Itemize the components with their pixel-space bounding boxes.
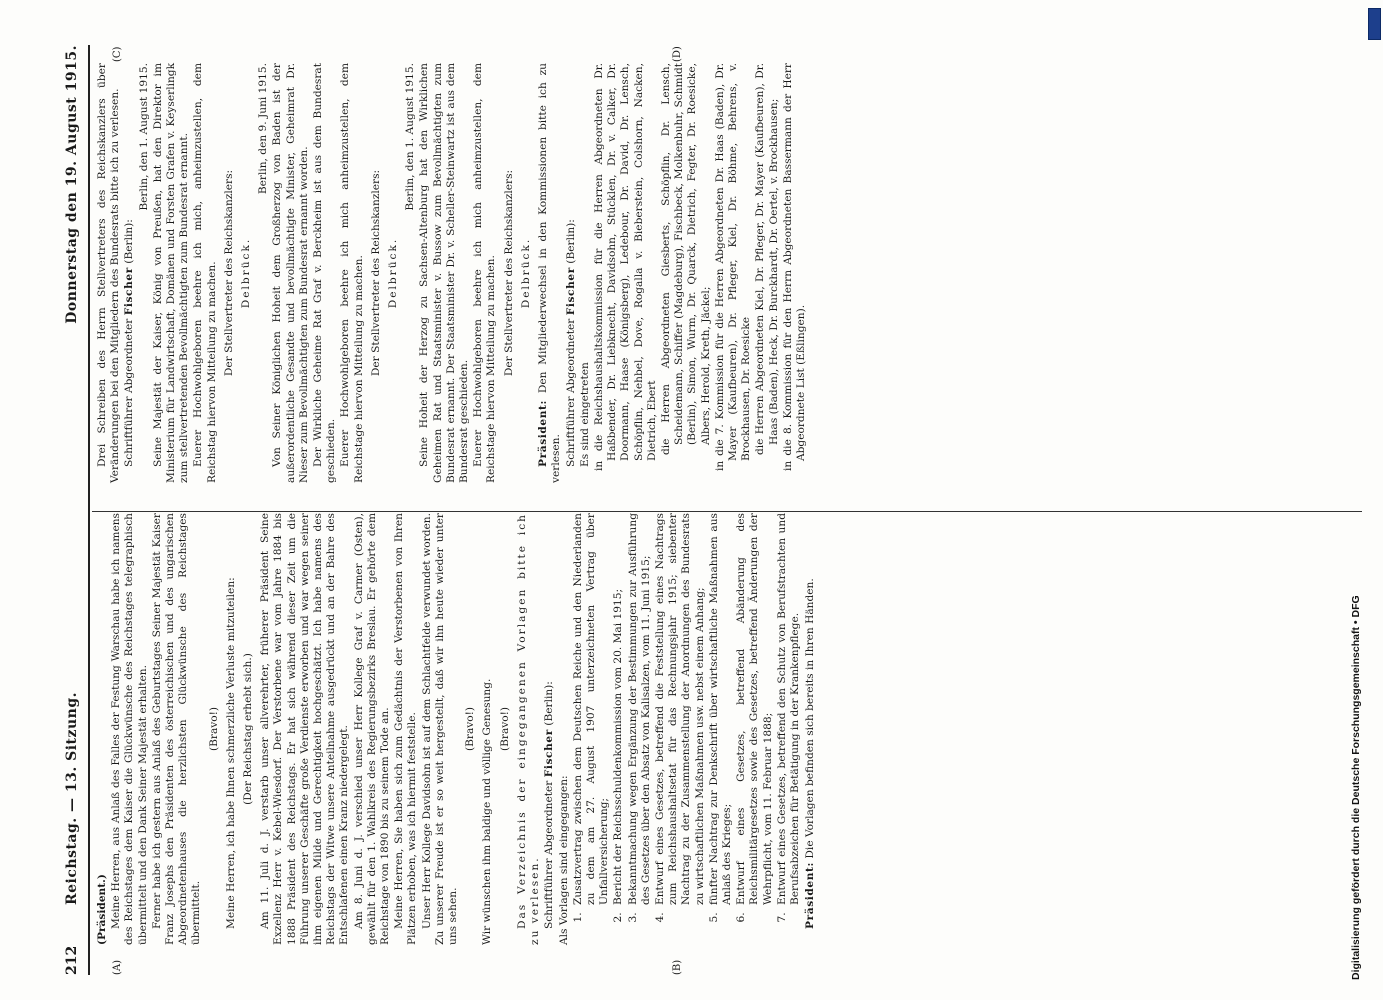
speaker-name: Präsident: [804, 861, 817, 929]
list-item: 4. Entwurf eines Gesetzes, betreffend die Feststellung eines Nachtrags zum Reichshaushaltsetat für das Rechnungsjahr 1915; siebenter Nachtrag zu der Zusammenstellung der Anordnungen des Bundesrats zu wirtschaftlichen Maßnahmen usw. nebst einem Anhang; [654, 513, 707, 909]
submissions-list [572, 513, 802, 945]
paragraph: Am 11. Juli d. J. verstarb unser allverehrter, früherer Präsident Seine Exzellenz Herr v. Kebel-Wiesdorf. Der Verstorbene war vom Jahre 1884 bis 1888 Präsident des Reichstags. Er hat sich während dieser Zeit um die Führung unserer Geschäfte große Verdienste erworben und war wegen seiner ihm eigenen Milde und Gerechtigkeit hochgeschätzt. Ich habe namens des Reichstags der Witwe unsere Anteilnahme ausgedrückt und an der Bahre des Entschlafenen einen Kranz niedergelegt. [259, 513, 351, 945]
right-column [96, 63, 809, 483]
interjection: (Bravo!) [207, 706, 220, 752]
paragraph: Meine Herren, Sie haben sich zum Gedächtnis der Verstorbenen von Ihren Plätzen erhoben, was ich hiermit feststelle. [393, 513, 419, 945]
speaker-role: Schriftführer Abgeordneter [564, 318, 577, 467]
speaker-place: (Berlin): [123, 219, 136, 264]
list-item: 1. Zusatzvertrag zwischen dem Deutschen Reiche und den Niederlanden zu dem am 27. August 1907 unterzeichneten Vertrag über Unfallversicherung; [572, 513, 612, 909]
commission-change: in die 7. Kommission für die Herren Abgeordneten Dr. Haas (Baden), Dr. Mayer (Kaufbeuren), Dr. Pfleger, Kiel, Dr. Böhme, Behrens, v. Brockhausen, Dr. Roesicke [713, 63, 753, 471]
digitization-note [1350, 20, 1370, 980]
page-number: 212 [64, 945, 80, 975]
signature-name: Delbrück. [519, 237, 532, 309]
left-column [96, 513, 818, 945]
commission-change: die Herren Abgeordneten Giesberts, Schöpflin, Dr. Lensch, Scheidemann, Schiffer (Magdeburg), Fischbeck, Molkenbuhr, Schmidt (Berlin), Simon, Wurm, Dr. Quarck, Dietrich, Fegter, Dr. Roesicke, Albers, Herold, Kreth, Jäckel; [659, 63, 712, 455]
paragraph: Drei Schreiben des Herrn Stellvertreters des Reichskanzlers über Veränderungen bei den Mitgliedern des Bundesrats bitte ich zu verlesen. [96, 63, 122, 483]
commission-change: in die 8. Kommission für den Herrn Abgeordneten Bassermann der Herr Abgeordnete List (Eßlingen). [781, 63, 807, 471]
paragraph: Von Seiner Königlichen Hoheit dem Großherzog von Baden ist der außerordentliche Gesandte und bevollmächtigte Minister, Geheimrat Dr. Nieser zum Bevollmächtigten zum Bundesrat ernannt worden. [271, 63, 310, 483]
interjection: (Bravo!) [464, 706, 477, 752]
signature-title: Der Stellvertreter des Reichskanzlers: [502, 169, 515, 377]
paragraph: Seine Majestät der Kaiser, König von Preußen, hat den Direktor im Ministerium für Landwirtschaft, Domänen und Forsten Grafen v. Keyserlingk zum stellvertretenden Bevollmächtigten zum Bundesrat ernannt. [151, 63, 191, 483]
speaker-role: Schriftführer Abgeordneter [123, 318, 136, 467]
margin-marker-c: (C) [112, 46, 123, 62]
speaker-line [804, 513, 817, 945]
page-header [60, 45, 86, 975]
paragraph: Wir wünschen ihm baldige und völlige Genesung. [481, 678, 494, 945]
speaker-text: Den Mitgliederwechsel in den Kommissionen bitte ich zu verlesen. [537, 63, 563, 483]
header-right-title: Donnerstag den 19. August 1915. [64, 45, 80, 324]
speaker-line [123, 63, 136, 483]
speaker-place: (Berlin): [564, 219, 577, 264]
paragraph: Der Wirkliche Geheime Rat Graf v. Berckheim ist aus dem Bundesrat geschieden. [312, 63, 338, 483]
paragraph: Als Vorlagen sind eingegangen: [557, 775, 570, 945]
column-divider [92, 511, 1362, 512]
speaker-text: Die Vorlagen befinden sich bereits in Ihren Händen. [804, 578, 817, 859]
paragraph: Euerer Hochwohlgeboren beehre ich mich anheimzustellen, dem Reichstage hiervon Mitteilung zu machen. [472, 63, 498, 483]
paragraph: Am 8. Juni d. J. verschied unser Herr Kollege Graf v. Carmer (Osten), gewählt für den 1. Wahlkreis des Regierungsbezirks Breslau. Er gehörte dem Reichstage von 1890 bis zu seinem Tode an. [352, 513, 392, 945]
speaker-place: (Berlin): [543, 681, 556, 726]
letter-date: Berlin, den 1. August 1915. [404, 63, 417, 211]
speaker-line [565, 63, 578, 483]
signature-name: Delbrück. [387, 237, 400, 309]
commission-change: die Herren Abgeordneten Kiel, Dr. Pfleger, Dr. Mayer (Kaufbeuren), Dr. Haas (Baden), Heck, Dr. Burckhardt, Dr. Oertel, v. Brockhausen; [754, 63, 780, 455]
paragraph: Ferner habe ich gestern aus Anlaß des Geburtstages Seiner Majestät Kaiser Franz Josephs den Präsidenten des österreichischen und des ungarischen Abgeordnetenhauses die herzlichsten Glückwünsche des Reichstages übermittelt. [150, 513, 203, 945]
paragraph: Euerer Hochwohlgeboren beehre ich mich anheimzustellen, dem Reichstage hiervon Mitteilung zu machen. [339, 63, 365, 483]
paragraph: Unser Herr Kollege Davidsohn ist auf dem Schlachtfelde verwundet worden. Zu unserer Freude ist er so weit hergestellt, daß wir ihn heute wieder unter uns sehen. [420, 513, 460, 945]
speaker-name: Fischer [543, 729, 556, 778]
margin-marker-b: (B) [672, 959, 683, 975]
signature-title: Der Stellvertreter des Reichskanzlers: [222, 169, 235, 377]
interjection: (Bravo!) [498, 706, 511, 752]
margin-marker-a: (A) [112, 959, 123, 975]
document-page [60, 45, 1370, 975]
letter-date: Berlin, den 9. Juni 1915. [257, 63, 270, 195]
commission-change: in die Reichshaushaltskommission für die Herren Abgeordneten Dr. Haßbender, Dr. Liebknecht, Davidsohn, Stücklen, Dr. v. Calker, Dr. Doormann, Haase (Königsberg), Ledebour, Dr. David, Dr. Lensch, Schöpflin, Nehbel, Dove, Rogalla v. Bieberstein, Colshorn, Nacken, Dietrich, Ebert [592, 63, 658, 471]
list-item: 5. fünfter Nachtrag zur Denkschrift über wirtschaftliche Maßnahmen aus Anlaß des Krieges; [708, 513, 734, 909]
speaker-line [543, 513, 556, 945]
speaker-role: Schriftführer Abgeordneter [543, 780, 556, 929]
header-rule [88, 45, 90, 975]
letter-date: Berlin, den 1. August 1915. [137, 63, 150, 211]
signature-title: Der Stellvertreter des Reichskanzlers: [369, 169, 382, 377]
list-item: 3. Bekanntmachung wegen Ergänzung der Bestimmungen zur Ausführung des Gesetzes über den Absatz von Kalisalzen, vom 11. Juni 1915; [627, 513, 653, 909]
paragraph: Meine Herren, aus Anlaß des Falles der Festung Warschau habe ich namens des Reichstages dem Kaiser die Glückwünsche des Reichstages telegraphisch übermittelt und den Dank Seiner Majestät erhalten. [110, 513, 149, 945]
interjection: (Der Reichstag erhebt sich.) [242, 653, 255, 805]
speaker-continuation: (Präsident.) [96, 874, 108, 945]
speaker-name: Fischer [123, 267, 136, 316]
paragraph: Seine Hoheit der Herzog zu Sachsen-Altenburg hat den Wirklichen Geheimen Rat und Staatsminister v. Bussow zum Bevollmächtigten zum Bundesrat ernannt. Der Staatsminister Dr. v. Scheller-Steinwartz ist aus dem Bundesrat geschieden. [418, 63, 471, 483]
signature-name: Delbrück. [240, 237, 253, 309]
paragraph: Das Verzeichnis der eingegangenen Vorlagen bitte ich zu verlesen. [515, 513, 542, 945]
speaker-name: Präsident: [537, 399, 550, 467]
speaker-name: Fischer [564, 267, 577, 316]
margin-marker-d: (D) [672, 46, 683, 62]
list-item: 2. Bericht der Reichsschuldenkommission vom 20. Mai 1915; [612, 513, 625, 909]
paragraph: Euerer Hochwohlgeboren beehre ich mich, anheimzustellen, dem Reichstag hiervon Mitteilung zu machen. [192, 63, 218, 483]
paragraph: Es sind eingetreten [578, 362, 591, 467]
list-item: 6. Entwurf eines Gesetzes, betreffend Abänderung des Reichsmilitärgesetzes sowie des Gesetzes, betreffend Änderungen der Wehrpflicht, vom 11. Februar 1888; [735, 513, 775, 909]
list-item: 7. Entwurf eines Gesetzes, betreffend den Schutz von Berufstrachten und Berufsabzeichen für Betätigung in der Krankenpflege. [776, 513, 802, 909]
digitization-note-text: Digitalisierung gefördert durch die Deutsche Forschungsgemeinschaft • DFG [1350, 595, 1362, 980]
speaker-line [537, 63, 563, 483]
header-left-title: Reichstag. — 13. Sitzung. [64, 692, 80, 905]
paragraph: Meine Herren, ich habe Ihnen schmerzliche Verluste mitzuteilen: [224, 577, 237, 929]
